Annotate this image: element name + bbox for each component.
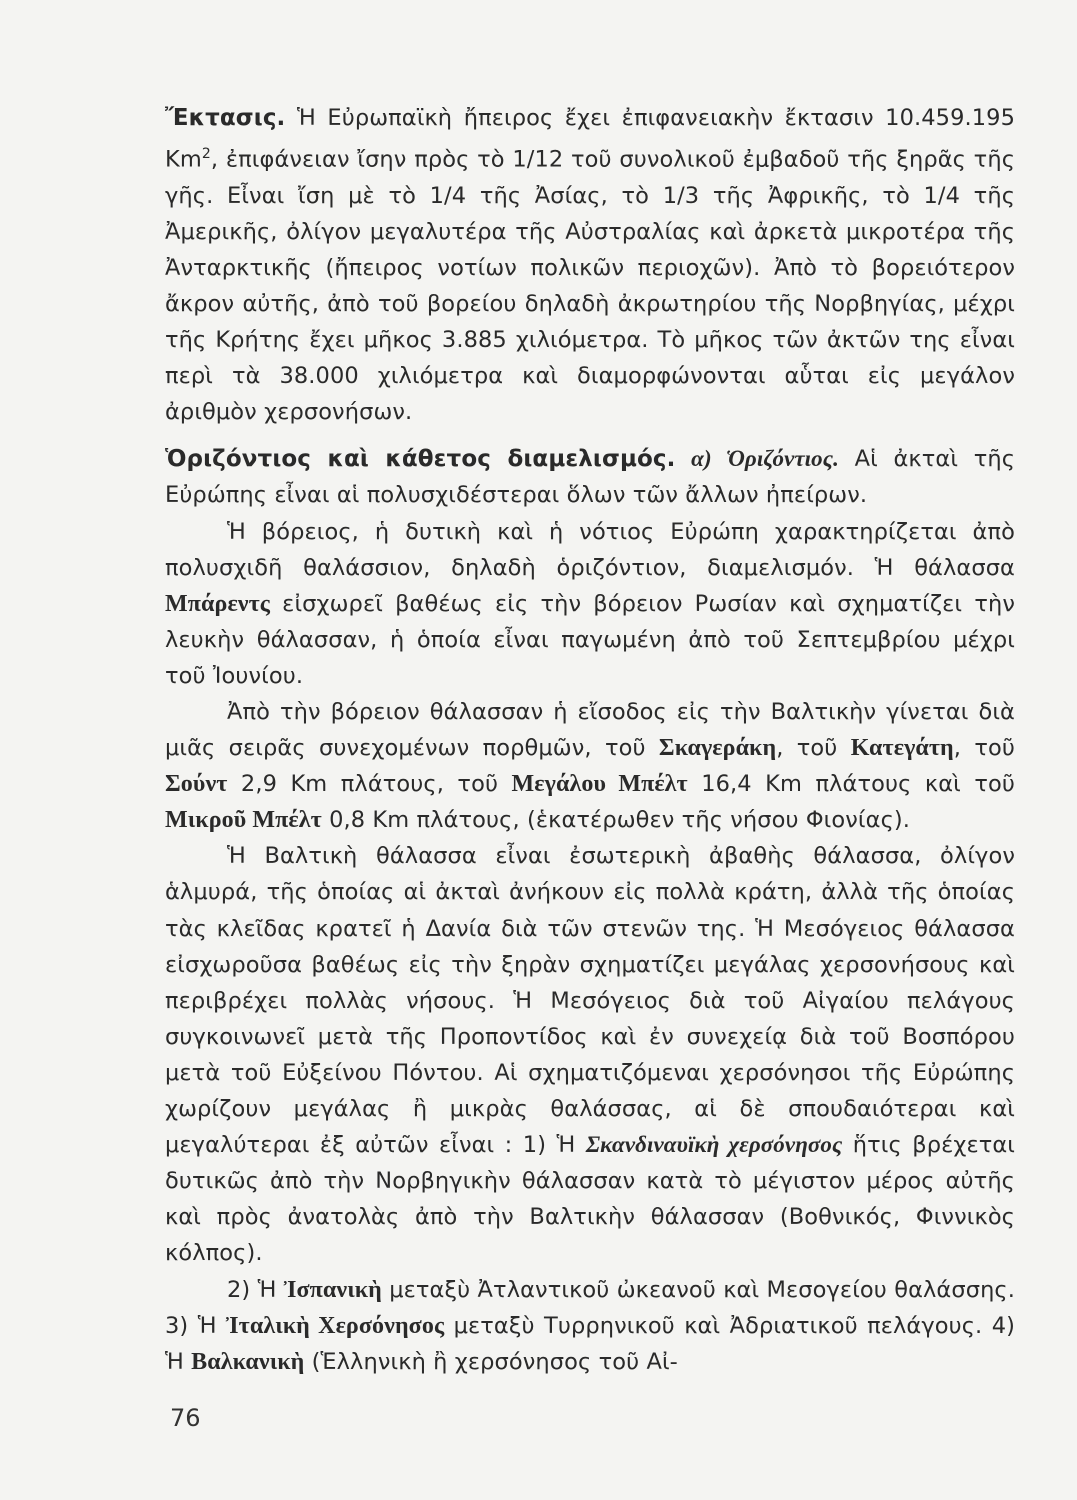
paragraph-text: (Ἑλληνικὴ ἢ χερσόνησος τοῦ Αἰ- (304, 1348, 678, 1375)
term-little-belt: Μικροῦ Μπέλτ (165, 807, 322, 834)
term-skagerrak: Σκαγεράκη (658, 735, 777, 762)
paragraph-text: , ἐπιφάνειαν ἴσην πρὸς τὸ 1/12 τοῦ συνολικοῦ ἐμβαδοῦ τῆς ξηρᾶς τῆς γῆς. Εἶναι ἴση μὲ τὸ 1/4 τῆς Ἀσίας, τὸ 1/3 τῆς Ἀφρικῆς, τὸ 1/4 τῆς Ἀμερικῆς, ὀλίγον μεγαλυτέρα τῆς Αὐστραλίας καὶ ἀρκετὰ μικροτέρα τῆς Ἀνταρκτικῆς (ἤπειρος νοτίων πολικῶν περιοχῶν). Ἀπὸ τὸ βορειότερον ἄκρον αὐτῆς, ἀπὸ τοῦ βορείου δηλαδὴ ἀκρωτηρίου τῆς Νορβηγίας, μέχρι τῆς Κρήτης ἔχει μῆκος 3.885 χιλιόμετρα. Τὸ μῆκος τῶν ἀκτῶν της εἶναι περὶ τὰ 38.000 χιλιόμετρα καὶ διαμορφώνονται αὗται εἰς μεγάλον ἀριθμὸν χερσονήσων. (165, 146, 1015, 426)
paragraph-peninsulas (165, 1272, 1015, 1380)
paragraph-text: μεταξὺ Τυρρηνικοῦ καὶ Ἀδριατικοῦ πελάγους. 4) Ἡ (165, 1312, 1015, 1375)
paragraph-text: εἰσχωρεῖ βαθέως εἰς τὴν βόρειον Ρωσίαν καὶ σχηματίζει τὴν λευκὴν θάλασσαν, ἡ ὁποία εἶναι παγωμένη ἀπὸ τοῦ Σεπτεμβρίου μέχρι τοῦ Ἰουνίου. (165, 590, 1015, 689)
page-number: 76 (170, 1404, 201, 1432)
paragraph-text: Ἀπὸ τὴν βόρειον θάλασσαν ἡ εἴσοδος εἰς τὴν Βαλτικὴν γίνεται διὰ μιᾶς σειρᾶς συνεχομένων πορθμῶν, τοῦ (165, 699, 1015, 762)
term-balkan: Βαλκανικὴ (191, 1348, 305, 1375)
paragraph-text: Ἡ Βαλτικὴ θάλασσα εἶναι ἐσωτερικὴ ἀβαθὴς θάλασσα, ὀλίγον ἁλμυρά, τῆς ὁποίας αἱ ἀκταὶ ἀνήκουν εἰς πολλὰ κράτη, ἀλλὰ τῆς ὁποίας τὰς κλεῖδας κρατεῖ ἡ Δανία διὰ τῶν στενῶν της. Ἡ Μεσόγειος θάλασσα εἰσχωροῦσα βαθέως εἰς τὴν ξηρὰν σχηματίζει μεγάλας χερσονήσους καὶ περιβρέχει πολλὰς νήσους. Ἡ Μεσόγειος διὰ τοῦ Αἰγαίου πελάγους συγκοινωνεῖ μετὰ τῆς Προποντίδος καὶ ἐν συνεχείᾳ διὰ τοῦ Βοσπόρου μετὰ τοῦ Εὐξείνου Πόντου. Αἱ σχηματιζόμεναι χερσόνησοι τῆς Εὐρώπης χωρίζουν μεγάλας ἢ μικρὰς θαλάσσας, αἱ δὲ σπουδαιότεραι καὶ μεγαλύτεραι ἐξ αὐτῶν εἶναι : 1) Ἡ (165, 843, 1015, 1159)
term-italian: Ἰταλικὴ Χερσόνησος (226, 1312, 445, 1339)
term-scandinavian: Σκανδιναυϊκὴ χερσόνησος (585, 1132, 843, 1158)
paragraph-relief (165, 441, 1015, 513)
paragraph-text: Ἡ βόρειος, ἡ δυτικὴ καὶ ἡ νότιος Εὐρώπη χαρακτηρίζεται ἀπὸ πολυσχιδῆ θαλάσσιον, δηλαδὴ ὁριζόντιον, διαμελισμόν. Ἡ θάλασσα (165, 518, 1015, 581)
superscript: 2 (201, 146, 211, 163)
paragraph-barents (165, 514, 1015, 694)
paragraph-baltic (165, 838, 1015, 1271)
paragraph-text: 0,8 Km πλάτους, (ἑκατέρωθεν τῆς νήσου Φιονίας). (321, 807, 911, 834)
term-sound: Σούντ (165, 771, 228, 798)
paragraph-text: Αἱ ἀκταὶ τῆς Εὐρώπης εἶναι αἱ πολυσχιδέστεραι ὅλων τῶν ἄλλων ἠπείρων. (165, 446, 1016, 509)
term-barents: Μπάρεντς (165, 590, 271, 617)
term-iberian: Ἰσπανικὴ (283, 1276, 382, 1303)
subheading-horizontal: α) Ὁριζόντιος. (691, 446, 839, 472)
heading-relief: Ὁριζόντιος καὶ κάθετος διαμελισμός. (165, 446, 676, 473)
paragraph-text: μεταξὺ Ἀτλαντικοῦ ὠκεανοῦ καὶ Μεσογείου θαλάσσης. 3) Ἡ (165, 1276, 1015, 1339)
page-body (165, 100, 1015, 1380)
paragraph-text: 2,9 Km πλάτους, τοῦ (227, 771, 512, 798)
paragraph-text: 2) Ἡ (227, 1276, 284, 1303)
paragraph-straits (165, 694, 1015, 838)
heading-area: Ἔκτασις. (165, 105, 286, 131)
paragraph-text: Ἡ Εὐρωπαϊκὴ ἤπειρος ἔχει ἐπιφανειακὴν ἔκτασιν 10.459.195 Km (165, 105, 1015, 173)
paragraph-text: , τοῦ (953, 735, 1016, 762)
paragraph-area (165, 100, 1015, 430)
paragraph-text: , τοῦ (776, 735, 851, 762)
paragraph-text: 16,4 Km πλάτους καὶ τοῦ (687, 771, 1015, 798)
term-kattegat: Κατεγάτη (850, 735, 954, 762)
term-great-belt: Μεγάλου Μπέλτ (511, 771, 688, 798)
paragraph-text: ἥτις βρέχεται δυτικῶς ἀπὸ τὴν Νορβηγικὴν θάλασσαν κατὰ τὸ μέγιστον μέρος αὐτῆς καὶ πρὸς ἀνατολὰς ἀπὸ τὴν Βαλτικὴν θάλασσαν (Βοθνικός, Φιννικὸς κόλπος). (165, 1132, 1015, 1267)
